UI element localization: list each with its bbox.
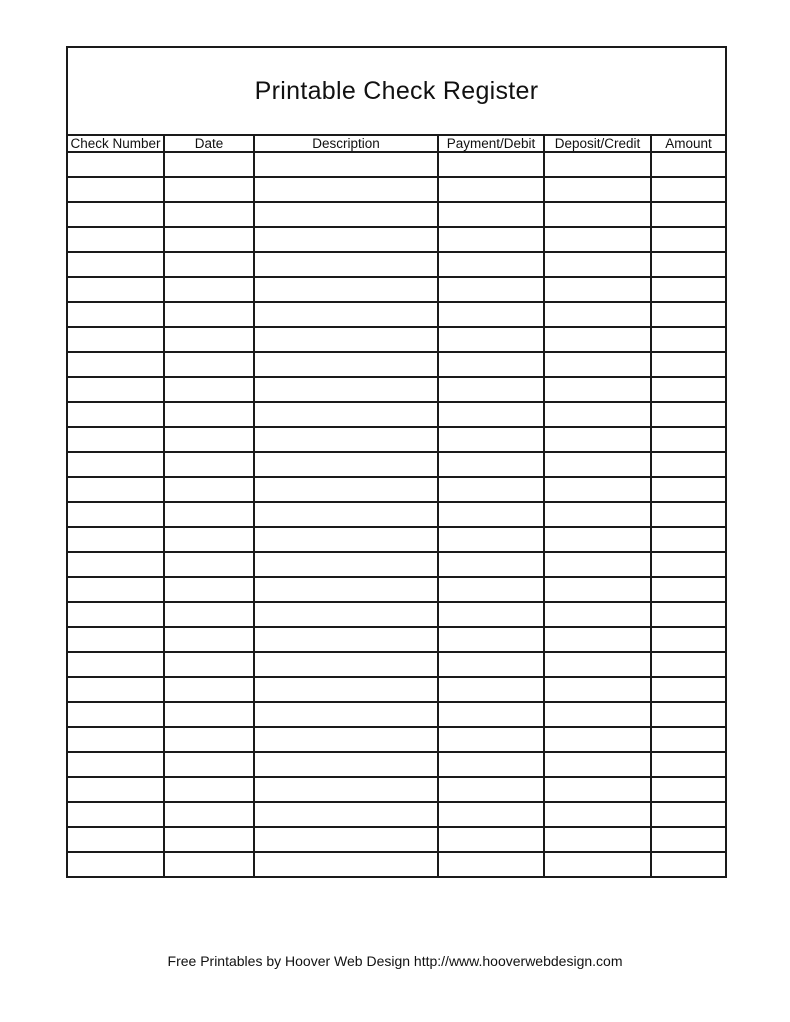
register-cell [438,527,544,552]
column-header-deposit-credit: Deposit/Credit [544,135,651,152]
register-cell [254,577,438,602]
register-cell [438,452,544,477]
register-cell [438,827,544,852]
register-cell [254,802,438,827]
register-cell [544,727,651,752]
register-row [67,602,726,627]
column-header-check-number: Check Number [67,135,164,152]
register-row [67,252,726,277]
register-row [67,452,726,477]
register-cell [438,777,544,802]
register-cell [544,827,651,852]
register-cell [544,377,651,402]
register-cell [651,202,726,227]
register-cell [67,502,164,527]
register-cell [67,227,164,252]
register-row [67,227,726,252]
register-cell [438,152,544,177]
title-row [67,47,726,135]
register-row [67,402,726,427]
register-cell [651,677,726,702]
register-cell [164,402,254,427]
register-cell [438,327,544,352]
register-cell [651,252,726,277]
register-row [67,677,726,702]
register-cell [164,602,254,627]
register-cell [67,477,164,502]
register-cell [651,152,726,177]
register-cell [164,477,254,502]
register-row [67,202,726,227]
footer-credit: Free Printables by Hoover Web Design http://www.hooverwebdesign.com [167,953,623,969]
register-cell [651,502,726,527]
register-cell [544,852,651,877]
register-cell [544,452,651,477]
register-cell [438,602,544,627]
register-row [67,177,726,202]
register-cell [254,702,438,727]
register-cell [67,677,164,702]
register-cell [164,427,254,452]
register-row [67,152,726,177]
register-cell [67,602,164,627]
column-header-payment-debit: Payment/Debit [438,135,544,152]
register-cell [254,227,438,252]
register-cell [254,677,438,702]
register-cell [67,377,164,402]
register-cell [544,577,651,602]
register-cell [438,202,544,227]
register-row [67,377,726,402]
register-cell [438,252,544,277]
register-cell [67,177,164,202]
register-cell [544,502,651,527]
register-cell [164,827,254,852]
register-row [67,727,726,752]
register-cell [164,752,254,777]
register-cell [651,577,726,602]
register-cell [438,652,544,677]
register-cell [544,477,651,502]
register-cell [254,527,438,552]
register-cell [164,202,254,227]
register-row [67,802,726,827]
register-cell [164,677,254,702]
register-row [67,352,726,377]
register-cell [544,277,651,302]
page-title: Printable Check Register [67,47,726,135]
register-cell [544,227,651,252]
register-cell [651,277,726,302]
register-cell [544,352,651,377]
register-cell [254,402,438,427]
register-cell [164,152,254,177]
register-cell [164,777,254,802]
register-cell [254,152,438,177]
register-cell [254,377,438,402]
register-cell [651,802,726,827]
register-cell [254,327,438,352]
register-cell [544,652,651,677]
register-cell [67,827,164,852]
register-row [67,852,726,877]
register-cell [651,652,726,677]
register-cell [67,152,164,177]
register-cell [651,177,726,202]
register-cell [651,452,726,477]
register-cell [544,602,651,627]
register-cell [438,677,544,702]
register-cell [651,777,726,802]
register-cell [651,627,726,652]
register-cell [544,777,651,802]
register-cell [254,277,438,302]
register-cell [67,702,164,727]
register-cell [438,802,544,827]
register-cell [67,252,164,277]
register-cell [254,552,438,577]
register-cell [438,352,544,377]
register-row [67,302,726,327]
register-cell [438,752,544,777]
register-cell [254,602,438,627]
column-header-row [67,135,726,152]
register-cell [438,552,544,577]
register-cell [67,852,164,877]
register-cell [164,302,254,327]
register-cell [67,777,164,802]
register-cell [164,652,254,677]
register-cell [651,377,726,402]
check-register-table [66,46,727,878]
register-row [67,752,726,777]
register-row [67,552,726,577]
register-row [67,427,726,452]
column-header-description: Description [254,135,438,152]
register-cell [544,202,651,227]
register-row [67,652,726,677]
register-cell [651,702,726,727]
register-cell [254,752,438,777]
register-cell [651,852,726,877]
register-cell [254,852,438,877]
register-row [67,477,726,502]
register-cell [164,452,254,477]
register-cell [544,402,651,427]
register-cell [254,202,438,227]
register-row [67,502,726,527]
register-cell [544,752,651,777]
register-row [67,577,726,602]
register-row [67,827,726,852]
register-cell [544,252,651,277]
register-cell [438,577,544,602]
register-cell [254,452,438,477]
register-cell [254,727,438,752]
register-cell [67,802,164,827]
register-cell [438,227,544,252]
register-cell [67,277,164,302]
register-rows [67,152,726,877]
register-cell [544,527,651,552]
register-cell [651,752,726,777]
register-cell [544,802,651,827]
register-cell [67,627,164,652]
register-cell [651,402,726,427]
register-row [67,777,726,802]
register-cell [438,727,544,752]
register-row [67,277,726,302]
register-row [67,327,726,352]
register-cell [67,727,164,752]
register-cell [544,627,651,652]
register-cell [67,202,164,227]
register-cell [164,252,254,277]
register-cell [254,427,438,452]
register-cell [164,352,254,377]
register-cell [67,352,164,377]
register-cell [254,302,438,327]
register-row [67,527,726,552]
register-cell [164,577,254,602]
register-cell [254,777,438,802]
register-cell [438,302,544,327]
register-cell [164,702,254,727]
register-cell [164,227,254,252]
register-cell [164,852,254,877]
register-cell [164,502,254,527]
register-cell [651,527,726,552]
register-cell [67,577,164,602]
register-cell [544,552,651,577]
register-cell [254,827,438,852]
register-cell [651,302,726,327]
register-cell [651,352,726,377]
register-cell [438,177,544,202]
register-cell [651,477,726,502]
register-cell [164,727,254,752]
register-row [67,702,726,727]
register-cell [67,402,164,427]
register-cell [67,527,164,552]
register-cell [544,327,651,352]
register-cell [438,477,544,502]
register-cell [544,152,651,177]
register-cell [544,177,651,202]
register-cell [438,702,544,727]
register-cell [164,802,254,827]
register-cell [438,277,544,302]
register-cell [67,552,164,577]
register-cell [164,552,254,577]
register-cell [164,377,254,402]
register-cell [544,677,651,702]
register-cell [651,552,726,577]
register-cell [67,452,164,477]
register-cell [438,377,544,402]
column-header-amount: Amount [651,135,726,152]
register-cell [67,752,164,777]
register-cell [67,302,164,327]
register-cell [651,327,726,352]
register-cell [254,352,438,377]
register-cell [438,402,544,427]
register-cell [254,502,438,527]
register-cell [438,627,544,652]
register-cell [651,427,726,452]
register-cell [254,477,438,502]
register-cell [544,702,651,727]
register-cell [438,502,544,527]
register-cell [544,427,651,452]
register-cell [651,827,726,852]
column-header-date: Date [164,135,254,152]
register-row [67,627,726,652]
register-cell [164,177,254,202]
register-cell [438,852,544,877]
register-cell [164,327,254,352]
register-cell [254,627,438,652]
register-cell [67,652,164,677]
register-cell [164,277,254,302]
register-cell [438,427,544,452]
register-cell [651,727,726,752]
register-cell [544,302,651,327]
register-cell [67,327,164,352]
register-cell [254,652,438,677]
register-cell [67,427,164,452]
register-cell [164,627,254,652]
register-cell [254,177,438,202]
register-cell [254,252,438,277]
register-cell [651,602,726,627]
register-cell [164,527,254,552]
register-cell [651,227,726,252]
